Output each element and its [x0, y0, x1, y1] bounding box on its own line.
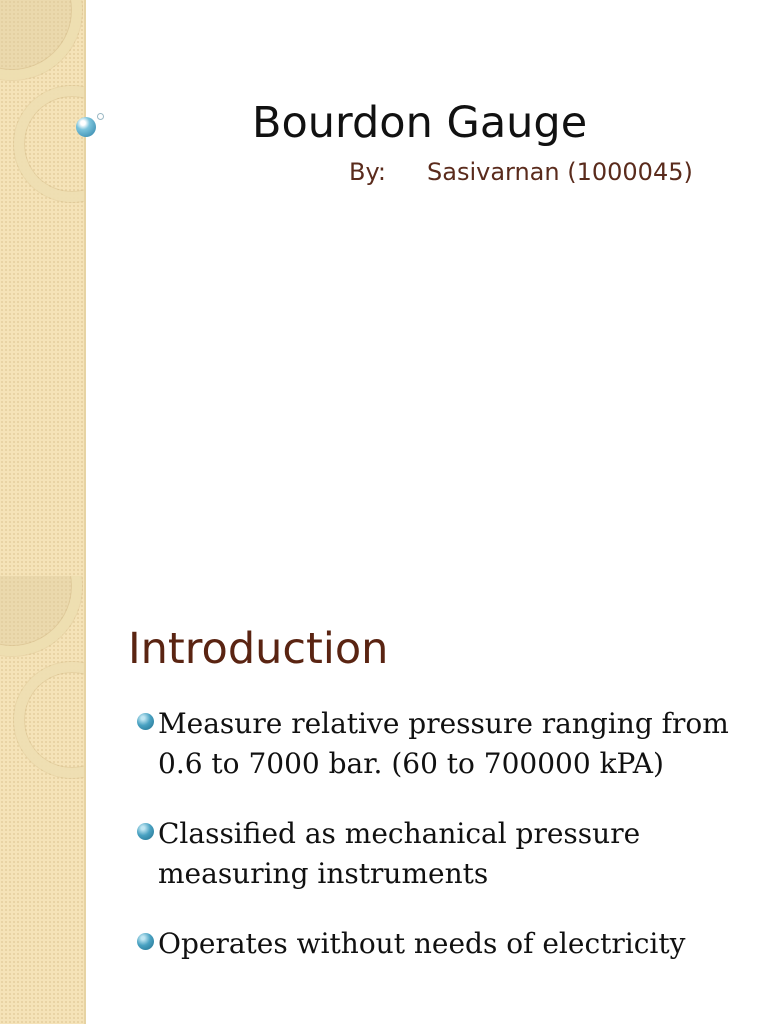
section-title: Introduction [128, 624, 389, 674]
blue-sphere-icon [76, 117, 96, 137]
bullet-text: Measure relative pressure ranging from 0.6 to 7000 bar. (60 to 700000 kPA) [158, 707, 729, 780]
blue-sphere-bullet-icon [137, 713, 154, 730]
strip-edge [84, 0, 86, 576]
slide-title: Bourdon Gauge [252, 98, 588, 148]
author-name: Sasivarnan (1000045) [427, 158, 693, 186]
by-label: By: [349, 158, 387, 186]
bullet-item [134, 924, 754, 964]
bullet-item [134, 704, 754, 784]
ring-decoration-icon [14, 662, 84, 778]
bullet-list [134, 704, 754, 994]
small-ring-icon [97, 113, 104, 120]
author-byline [349, 158, 693, 186]
decorative-side-strip [0, 0, 84, 576]
bullet-text: Operates without needs of electricity [158, 927, 686, 960]
ring-decoration-icon [0, 576, 82, 656]
blue-sphere-bullet-icon [137, 933, 154, 950]
ring-decoration-icon [14, 86, 84, 202]
bullet-text: Classified as mechanical pressure measuring instruments [158, 817, 641, 890]
ring-decoration-icon [0, 0, 82, 80]
introduction-slide [0, 576, 768, 1024]
decorative-side-strip [0, 576, 84, 1024]
blue-sphere-bullet-icon [137, 823, 154, 840]
strip-edge [84, 576, 86, 1024]
bullet-item [134, 814, 754, 894]
